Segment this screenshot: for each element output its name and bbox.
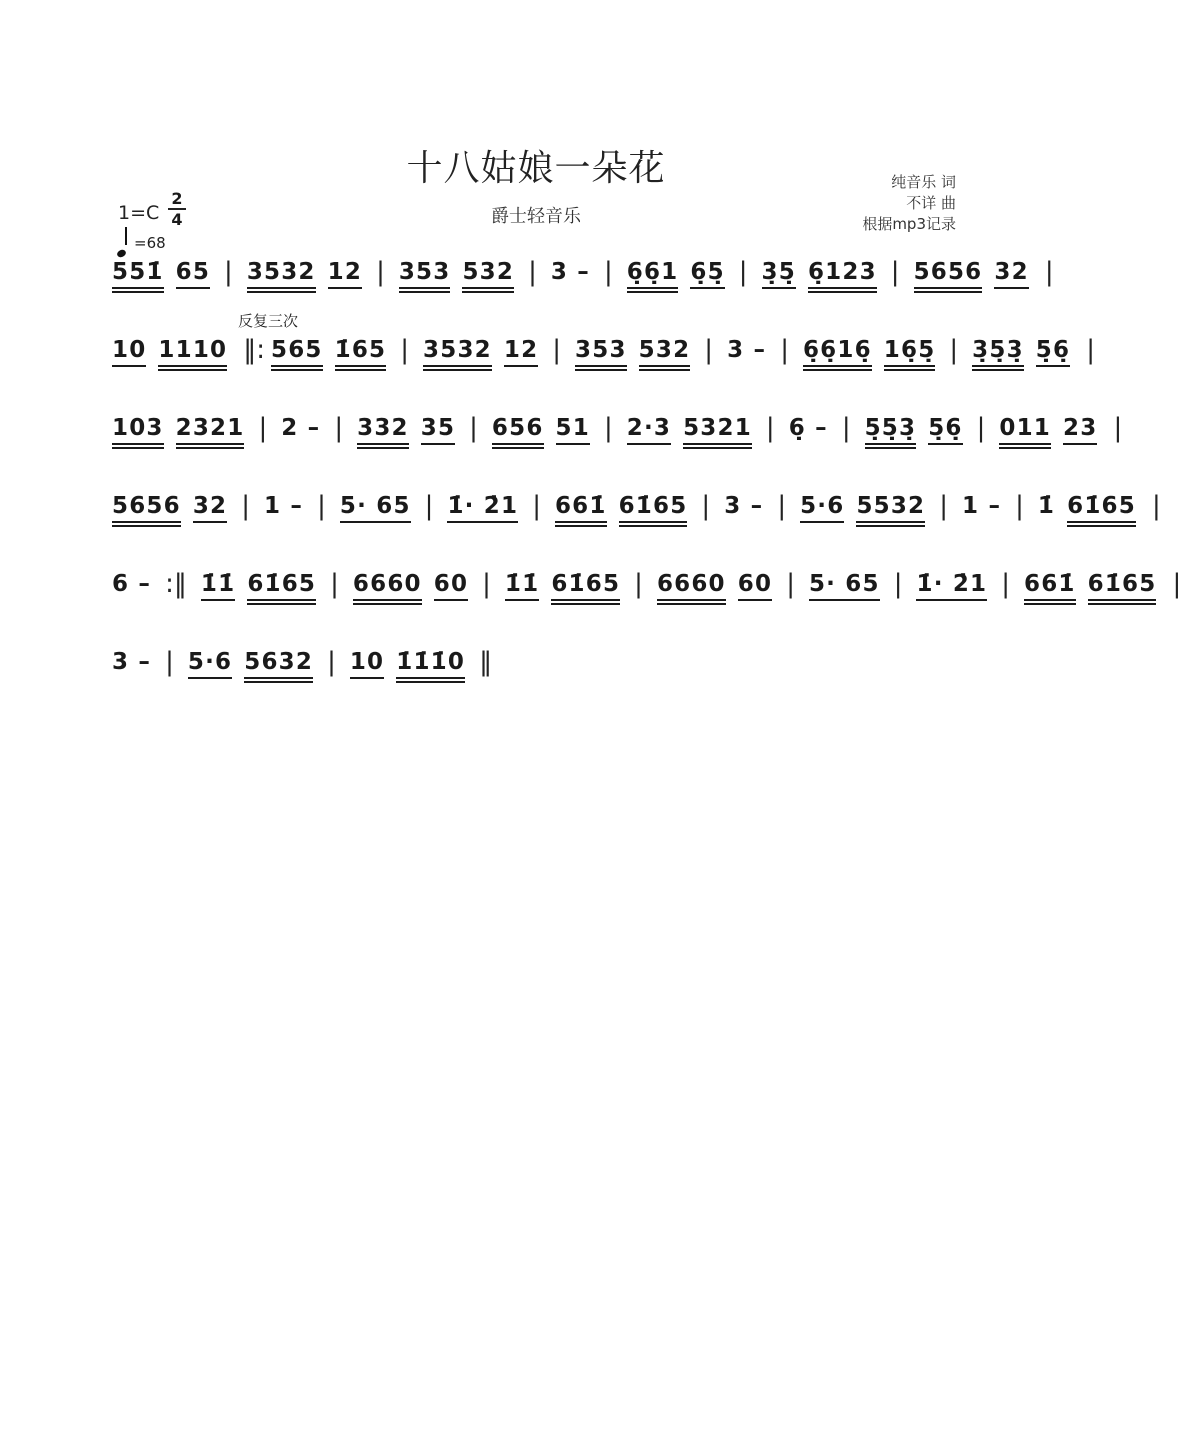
key-signature: 1=C <box>118 202 160 224</box>
barline: | <box>765 413 775 443</box>
barline: | <box>327 647 336 677</box>
barline: | <box>780 335 789 365</box>
note-group: 532 <box>639 336 691 371</box>
barline: | <box>603 257 613 287</box>
barline: | <box>777 491 787 521</box>
note-group: 6̣6̣16̣ <box>803 336 872 371</box>
note-group: 65 <box>176 258 210 289</box>
note-group: 6̣123 <box>808 258 877 293</box>
note-group: 5·6 <box>188 648 232 679</box>
note-group: 5· 65 <box>340 492 411 523</box>
note-group: 32 <box>994 258 1028 289</box>
note-group: 656 <box>492 414 544 449</box>
note-group: 103 <box>112 414 164 449</box>
note-group: 10 <box>350 648 384 679</box>
tempo-value: =68 <box>134 234 166 252</box>
score-line-1 <box>112 257 1054 298</box>
note-group: 5̣5̣3̣ <box>865 414 917 449</box>
barline: | <box>330 569 339 599</box>
barline: | <box>376 257 385 287</box>
note-group: 5656 <box>914 258 983 293</box>
barline: | <box>738 257 748 287</box>
barline: | <box>1086 335 1095 365</box>
score-line-3 <box>112 413 1123 454</box>
transcription-credit: 根据mp3记录 <box>862 215 956 233</box>
note-group: 1̇1̇ <box>201 570 235 601</box>
barline: | <box>317 491 326 521</box>
lyricist-credit: 纯音乐 词 <box>891 173 956 191</box>
barline: | <box>704 335 714 365</box>
note-group: 3̣5̣3̣ <box>972 336 1024 371</box>
score-line-5 <box>112 569 1181 610</box>
score-line-6 <box>112 648 962 688</box>
note-group: 5321 <box>683 414 752 449</box>
barline: | <box>400 335 410 365</box>
note-group: 6̣6̣1 <box>627 258 679 293</box>
note-group: 353 <box>399 258 451 293</box>
note-group: 1̇1̇1̇0 <box>396 648 465 683</box>
barline: | <box>224 257 233 287</box>
note-group: 5532 <box>856 492 925 527</box>
barline: | <box>1044 257 1054 287</box>
note-group: 661̇ <box>1024 570 1076 605</box>
note-group: 23 <box>1063 414 1097 445</box>
note-group: 3 – <box>550 259 590 285</box>
barline: | <box>701 491 711 521</box>
note-group: 5632 <box>244 648 313 683</box>
barline: | <box>424 491 434 521</box>
barline: | <box>603 413 613 443</box>
barline: | <box>1151 491 1161 521</box>
barline: | <box>482 569 491 599</box>
note-group: 51 <box>556 414 590 445</box>
barline: | <box>1113 413 1123 443</box>
note-group: 2 – <box>281 415 321 441</box>
note-group: 1̇65 <box>335 336 387 371</box>
note-group: 3532 <box>247 258 316 293</box>
note-group: 1 – <box>962 493 1002 519</box>
note-group: 61̇65 <box>619 492 688 527</box>
barline: | <box>786 569 795 599</box>
note-group: 35 <box>421 414 455 445</box>
tempo-marking <box>117 230 166 252</box>
barline: | <box>241 491 251 521</box>
note-group: 6̣5̣ <box>690 258 724 289</box>
barline: | <box>469 413 478 443</box>
note-group: 61̇65 <box>1067 492 1136 527</box>
meter-bottom: 4 <box>171 210 183 229</box>
note-group: 32 <box>193 492 227 523</box>
note-group: 661̇ <box>555 492 607 527</box>
time-signature <box>168 190 186 228</box>
note-group: 5·6 <box>800 492 844 523</box>
barline: | <box>528 257 537 287</box>
note-group: 1̇· 2̇1 <box>916 570 987 601</box>
note-group: 5̣6̣ <box>928 414 962 445</box>
barline: | <box>334 413 344 443</box>
credits <box>862 172 956 235</box>
note-group: 5656 <box>112 492 181 527</box>
barline: | <box>258 413 268 443</box>
note-group: 1110 <box>158 336 227 371</box>
note-group: 3 – <box>112 649 152 675</box>
barline: | <box>939 491 949 521</box>
note-group: 3̣5̣ <box>762 258 796 289</box>
note-group: 61̇65 <box>247 570 316 605</box>
note-group: 551̇ <box>112 258 164 293</box>
note-group: 10 <box>112 336 146 367</box>
note-group: 3 – <box>727 337 767 363</box>
score-line-4 <box>112 491 1161 532</box>
note-group: 3532 <box>423 336 492 371</box>
final-barline: ‖ <box>479 647 493 677</box>
note-group: 332 <box>357 414 409 449</box>
note-group: 1̇· 2̇1 <box>447 492 518 523</box>
quarter-note-stem <box>125 227 127 245</box>
meter-top: 2 <box>171 189 183 208</box>
note-group: 6 – <box>112 571 152 597</box>
barline: | <box>893 569 903 599</box>
note-group: 565 <box>271 336 323 371</box>
barline: | <box>1015 491 1024 521</box>
repeat-start-barline: ‖: <box>243 335 266 365</box>
note-group: 16̣5̣ <box>884 336 936 371</box>
note-group: 6̣ – <box>788 415 828 441</box>
barline: | <box>552 335 562 365</box>
barline: | <box>634 569 643 599</box>
note-group: 61̇65 <box>1088 570 1157 605</box>
note-group: 2·3 <box>627 414 671 445</box>
barline: | <box>841 413 851 443</box>
repeat-end-barline: :‖ <box>165 569 187 599</box>
note-group: 5· 65 <box>809 570 880 601</box>
note-group: 61̇65 <box>551 570 620 605</box>
note-group: 3 – <box>724 493 764 519</box>
barline: | <box>532 491 541 521</box>
barline: | <box>165 647 174 677</box>
note-group: 532 <box>462 258 514 293</box>
note-group: 1̇1̇ <box>505 570 539 601</box>
song-title: 十八姑娘一朵花 <box>406 148 666 189</box>
composer-credit: 不详 曲 <box>906 194 956 212</box>
note-group: 1 – <box>264 493 304 519</box>
note-group: 6660 <box>657 570 726 605</box>
note-group: 011 <box>999 414 1051 449</box>
note-group: 12 <box>328 258 362 289</box>
note-group: 12 <box>504 336 538 367</box>
note-group: 60 <box>738 570 772 601</box>
note-group: 2321 <box>176 414 245 449</box>
note-group: 6660 <box>353 570 422 605</box>
barline: | <box>890 257 900 287</box>
barline: | <box>976 413 986 443</box>
barline: | <box>1001 569 1011 599</box>
note-group: 1̇ <box>1037 493 1056 519</box>
note-group: 5̣6̣ <box>1036 336 1070 367</box>
repeat-annotation: 反复三次 <box>238 312 299 330</box>
score-line-2 <box>112 335 1095 376</box>
note-group: 60 <box>434 570 468 601</box>
barline: | <box>949 335 959 365</box>
barline: | <box>1172 569 1181 599</box>
note-group: 353 <box>575 336 627 371</box>
song-subtitle: 爵士轻音乐 <box>491 206 581 227</box>
